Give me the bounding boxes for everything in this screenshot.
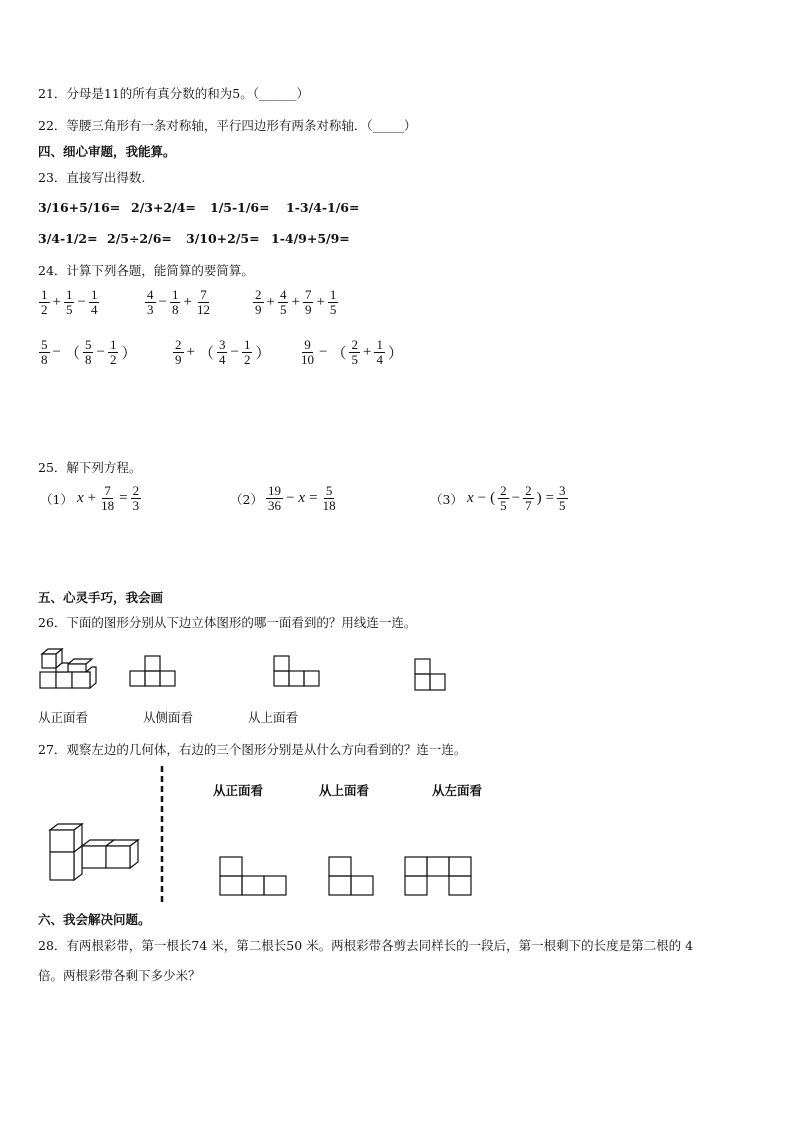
q27-label-left: 从左面看: [432, 783, 483, 798]
q23-item-3: 1/5-1/6=: [210, 200, 270, 215]
q27-view-shape-1: [220, 856, 290, 898]
question-24: 24．计算下列各题，能简算的要简算。: [38, 263, 254, 278]
q25-equation-1: （1） x + $\frac{7}{18}$ = $\frac{2}{3}$: [40, 483, 140, 513]
question-28-line-1: 28．有两根彩带，第一根长74 米，第二根长50 米。两根彩带各剪去同样长的一段后，第一根剩下的长度是第二根的 4: [38, 938, 694, 953]
q27-solid-figure: [38, 822, 142, 884]
q25-equation-3: （3） x − ( $\frac{2}{5}$ − $\frac{2}{7}$ ) = $\frac{3}{5}$: [430, 483, 566, 513]
q27-label-front: 从正面看: [213, 783, 264, 798]
question-22: 22．等腰三角形有一条对称轴，平行四边形有两条对称轴．（_____）: [38, 118, 417, 133]
section-6-heading: 六、我会解决问题。: [38, 912, 151, 927]
q23-item-7: 3/10+2/5=: [186, 231, 260, 246]
question-23: 23．直接写出得数.: [38, 170, 146, 185]
q26-label-front: 从正面看: [38, 710, 89, 725]
section-5-heading: 五、心灵手巧，我会画: [38, 590, 164, 605]
q27-label-top: 从上面看: [319, 783, 370, 798]
q26-label-side: 从侧面看: [143, 710, 194, 725]
question-28-line-2: 倍。两根彩带各剩下多少米？: [38, 968, 201, 983]
q23-item-2: 2/3+2/4=: [131, 200, 196, 215]
q24-expression-5: $\frac{2}{9}$ + （ $\frac{3}{4}$ − $\frac{1}{2}$ ）: [175, 337, 271, 367]
q23-item-8: 1-4/9+5/9=: [271, 231, 350, 246]
q23-item-6: 2/5÷2/6=: [107, 231, 172, 246]
q24-expression-1: $\frac{1}{2}$ + $\frac{1}{5}$ − $\frac{1}{4}$: [41, 287, 98, 317]
q26-solid-figure: [38, 648, 102, 692]
section-4-heading: 四、细心审题，我能算。: [38, 144, 176, 159]
question-26: 26．下面的图形分别从下边立体图形的哪一面看到的？用线连一连。: [38, 615, 417, 630]
q25-equation-2: （2） $\frac{19}{36}$ − x = $\frac{5}{18}$: [230, 483, 336, 513]
question-21: 21．分母是11的所有真分数的和为5。（______）: [38, 86, 310, 101]
q27-view-shape-2: [329, 856, 377, 898]
q24-expression-2: $\frac{4}{3}$ − $\frac{1}{8}$ + $\frac{7}{12}$: [147, 287, 210, 317]
q24-expression-4: $\frac{5}{8}$ − （ $\frac{5}{8}$ − $\frac{1}{2}$ ）: [41, 337, 137, 367]
q27-dashed-divider: [160, 766, 164, 906]
q27-view-shape-3: [405, 856, 475, 898]
q24-expression-6: $\frac{9}{10}$ − （ $\frac{2}{5}$ + $\frac{1}{4}$ ）: [301, 337, 403, 367]
q24-expression-3: $\frac{2}{9}$ + $\frac{4}{5}$ + $\frac{7}{9}$ + $\frac{1}{5}$: [255, 287, 337, 317]
q26-label-top: 从上面看: [248, 710, 299, 725]
q26-view-shape-2: [274, 655, 322, 689]
q26-view-shape-1: [130, 655, 178, 689]
question-25: 25．解下列方程。: [38, 460, 142, 475]
question-27: 27．观察左边的几何体，右边的三个图形分别是从什么方向看到的？连一连。: [38, 742, 467, 757]
q23-item-1: 3/16+5/16=: [38, 200, 121, 215]
q26-view-shape-3: [415, 658, 449, 694]
q23-item-5: 3/4-1/2=: [38, 231, 98, 246]
q23-item-4: 1-3/4-1/6=: [286, 200, 360, 215]
